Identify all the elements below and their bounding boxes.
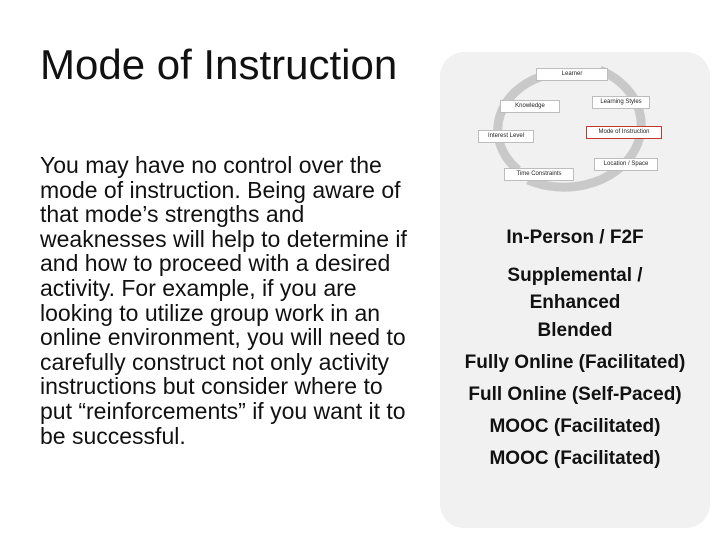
mode-panel <box>440 52 710 528</box>
node-learner: Learner <box>536 68 608 81</box>
mode-item: MOOC (Facilitated) <box>489 448 661 469</box>
node-location-space: Location / Space <box>594 158 658 171</box>
mode-item: Blended <box>537 320 613 341</box>
cycle-arc-left <box>498 74 550 170</box>
node-interest-level: Interest Level <box>478 130 534 143</box>
mode-item: MOOC (Facilitated) <box>489 416 661 437</box>
slide-title: Mode of Instruction <box>40 41 398 88</box>
mode-item: In-Person / F2F <box>506 227 644 248</box>
slide-body-text: You may have no control over the mode of instruction. Being aware of that mode’s strengths and weaknesses will help to determine if and how to proceed with a desired activity. For example, if you are looking to utilize group work in an online environment, you will need to carefully construct not only activity instructions but consider where to put “reinforcements” if you want it to be successful. <box>40 152 407 449</box>
mode-list <box>440 228 710 481</box>
node-knowledge: Knowledge <box>500 100 560 113</box>
node-time-constraints: Time Constraints <box>504 168 574 181</box>
node-mode-of-instruction: Mode of Instruction <box>586 126 662 139</box>
mode-item: Supplemental / Enhanced <box>507 265 643 313</box>
mode-item: Full Online (Self-Paced) <box>468 384 682 405</box>
mode-item: Fully Online (Facilitated) <box>464 352 686 373</box>
node-learning-styles: Learning Styles <box>592 96 650 109</box>
